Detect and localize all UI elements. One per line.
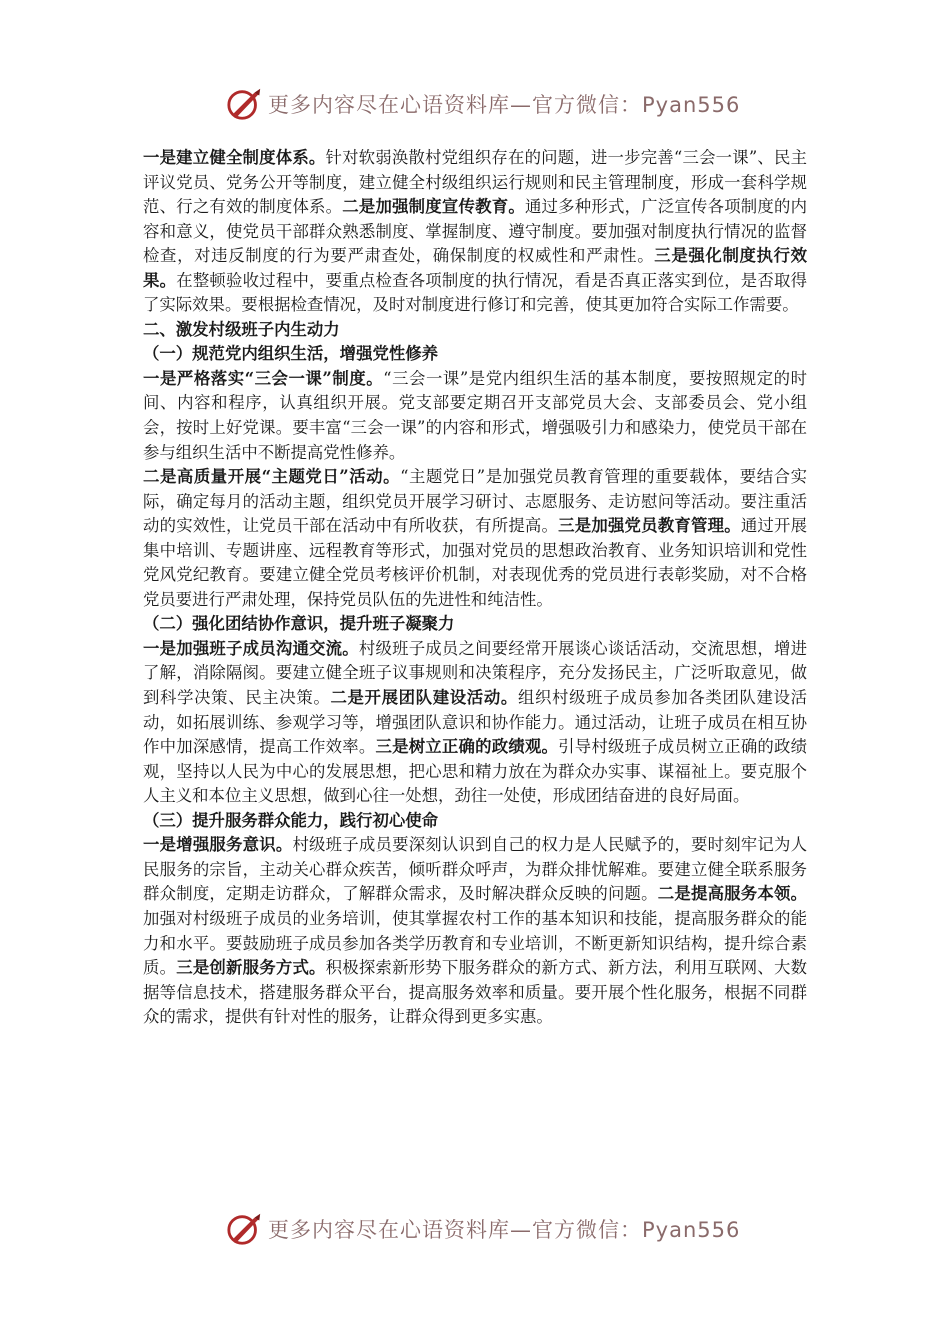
paragraph-text: 加强对村级班子成员的业务培训，使其掌握农村工作的基本知识和技能，提高服务群众的能力和水平。要鼓励班子成员参加各类学历教育和专业培训，不断更新知识结构，提升综合素质。 xyxy=(143,908,807,978)
bold-lead-phrase: 一是加强班子成员沟通交流。 xyxy=(143,638,359,658)
paragraph-text: 积极探索新形势下服务群众的新方式、新方法，利用互联网、大数据等信息技术，搭建服务群众平台，提高服务效率和质量。要开展个性化服务，根据不同群众的需求，提供有针对性的服务，让群众得到更多实惠。 xyxy=(143,958,808,1027)
section-heading: （一）规范党内组织生活，增强党性修养 xyxy=(143,344,439,364)
bold-lead-phrase: 一是建立健全制度体系。 xyxy=(143,148,326,167)
paragraph-text: 通过开展集中培训、专题讲座、远程教育等形式，加强对党员的思想政治教育、业务知识培训和党性党风党纪教育。要建立健全党员考核评价机制，对表现优秀的党员进行表彰奖励，对不合格党员要进行严肃处理，保持党员队伍的先进性和纯洁性。 xyxy=(143,516,808,609)
watermark-text: 更多内容尽在心语资料库—官方微信：Pyan556 xyxy=(268,1218,741,1242)
bold-lead-phrase: 二是高质量开展“主题党日”活动。 xyxy=(143,467,401,487)
paragraph-text: 在整顿验收过程中，要重点检查各项制度的执行情况，看是否真正落实到位，是否取得了实际效果。要根据检查情况，及时对制度进行修订和完善，使其更加符合实际工作需要。 xyxy=(143,270,808,315)
header-watermark xyxy=(226,84,746,124)
section-heading: （二）强化团结协作意识，提升班子凝聚力 xyxy=(143,614,455,634)
body-paragraph xyxy=(143,465,807,612)
paragraph-text: 通过多种形式，广泛宣传各项制度的内容和意义，使党员干部群众熟悉制度、掌握制度、遵守制度。要加强对制度执行情况的监督检查，对违反制度的行为要严肃查处，确保制度的权威性和严肃性。 xyxy=(143,197,808,266)
body-paragraph xyxy=(143,146,807,318)
document-body xyxy=(143,146,807,1030)
paragraph-text: 村级班子成员之间要经常开展谈心谈话活动，交流思想，增进了解，消除隔阂。要建立健全班子议事规则和决策程序，充分发扬民主，广泛听取意见，做到科学决策、民主决策。 xyxy=(143,638,808,708)
body-paragraph xyxy=(143,637,807,809)
paragraph-text: 组织村级班子成员参加各类团队建设活动，如拓展训练、参观学习等，增强团队意识和协作能力。通过活动，让班子成员在相互协作中加深感情，提高工作效率。 xyxy=(143,688,808,757)
bold-lead-phrase: 三是创新服务方式。 xyxy=(176,958,326,978)
bold-lead-phrase: 三是加强党员教育管理。 xyxy=(558,516,741,536)
bold-lead-phrase: 三是强化制度执行效果。 xyxy=(143,246,808,290)
section-heading: 二、激发村级班子内生动力 xyxy=(143,319,340,339)
bold-lead-phrase: 二是加强制度宣传教育。 xyxy=(342,197,525,217)
paragraph-text: 村级班子成员要深刻认识到自己的权力是人民赋予的，要时刻牢记为人民服务的宗旨，主动关心群众疾苦，倾听群众呼声，为群众排忧解难。要建立健全联系服务群众制度，定期走访群众，了解群众需求，及时解决群众反映的问题。 xyxy=(143,835,808,904)
section-heading: （三）提升服务群众能力，践行初心使命 xyxy=(143,810,439,830)
paragraph-text: 引导村级班子成员树立正确的政绩观，坚持以人民为中心的发展思想，把心思和精力放在为群众办实事、谋福祉上。要克服个人主义和本位主义思想，做到心往一处想，劲往一处使，形成团结奋进的良好局面。 xyxy=(143,737,808,806)
bold-lead-phrase: 一是增强服务意识。 xyxy=(143,835,293,855)
watermark-text: 更多内容尽在心语资料库—官方微信：Pyan556 xyxy=(268,93,741,117)
paragraph-text: “主题党日”是加强党员教育管理的重要载体，要结合实际，确定每月的活动主题，组织党员开展学习研讨、志愿服务、走访慰问等活动。要注重活动的实效性，让党员干部在活动中有所收获，有所提高。 xyxy=(143,467,807,536)
bold-lead-phrase: 二是开展团队建设活动。 xyxy=(330,688,518,708)
pen-logo-icon xyxy=(226,1210,264,1248)
footer-watermark xyxy=(226,1209,746,1249)
body-paragraph xyxy=(143,367,807,465)
bold-lead-phrase: 三是树立正确的政绩观。 xyxy=(375,737,559,757)
paragraph-text: 针对软弱涣散村党组织存在的问题，进一步完善“三会一课”、民主评议党员、党务公开等制度，建立健全村级组织运行规则和民主管理制度，形成一套科学规范、行之有效的制度体系。 xyxy=(143,148,807,217)
bold-lead-phrase: 二是提高服务本领。 xyxy=(657,884,807,904)
pen-logo-icon xyxy=(226,85,264,123)
body-paragraph xyxy=(143,833,807,1029)
paragraph-text: “三会一课”是党内组织生活的基本制度，要按照规定的时间、内容和程序，认真组织开展。党支部要定期召开支部党员大会、支部委员会、党小组会，按时上好党课。要丰富“三会一课”的内容和形式，增强吸引力和感染力，使党员干部在参与组织生活中不断提高党性修养。 xyxy=(143,368,807,462)
bold-lead-phrase: 一是严格落实“三会一课”制度。 xyxy=(143,368,384,388)
